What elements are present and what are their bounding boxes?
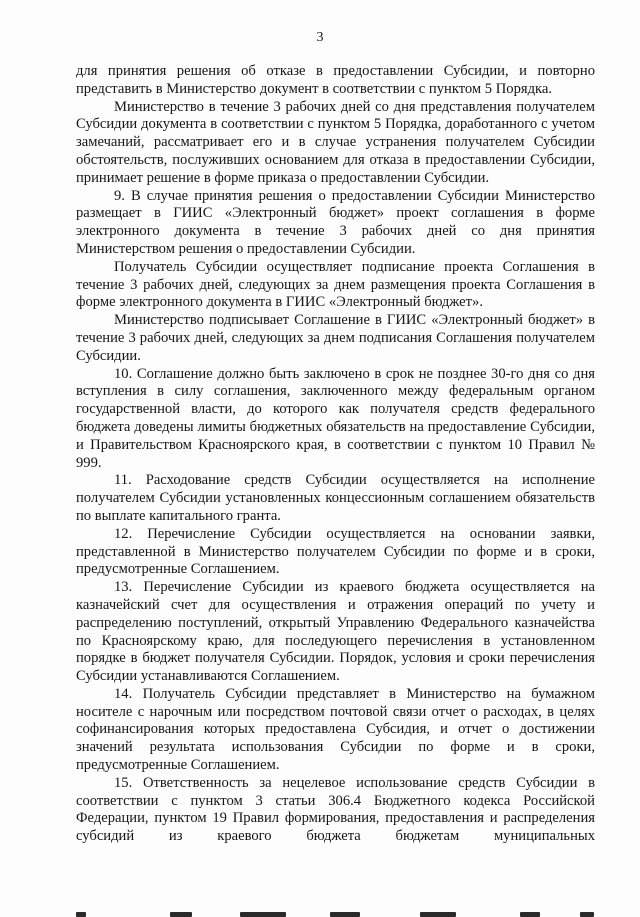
document-body <box>76 63 595 846</box>
paragraph-item-15: 15. Ответственность за нецелевое использование средств Субсидии в соответствии с пунктом 3 статьи 306.4 Бюджетного кодекса Российской Федерации, пунктом 19 Правил формирования, предоставления и распределения субсидий из краевого бюджета бюджетам муниципальных <box>76 774 595 845</box>
cut-off-glyph <box>240 912 286 917</box>
cut-off-glyph <box>170 912 192 917</box>
page-number: 3 <box>316 30 324 45</box>
cut-off-next-line <box>0 904 640 917</box>
cut-off-glyph <box>76 912 86 917</box>
paragraph-item-10: 10. Соглашение должно быть заключено в срок не позднее 30-го дня со дня вступления в силу соглашения, заключенного между федеральным органом государственной власти, до которого как получателя средств федерального бюджета доведены лимиты бюджетных обязательств на предоставление Субсидии, и Правительством Красноярского края, в соответствии с пунктом 10 Правил № 999. <box>76 365 595 471</box>
paragraph-continuation: для принятия решения об отказе в предоставлении Субсидии, и повторно представить в Министерство документ в соответствии с пунктом 5 Порядка. <box>76 63 595 97</box>
paragraph-item-13: 13. Перечисление Субсидии из краевого бюджета осуществляется на казначейский счет для осуществления и отражения операций по учету и распределению поступлений, открытый Управлению Федерального казначейства по Красноярскому краю, для последующего перечисления в установленном порядке в бюджет получателя Субсидии. Порядок, условия и сроки перечисления Субсидии устанавливаются Соглашением. <box>76 579 595 685</box>
cut-off-glyph <box>420 912 456 917</box>
paragraph-recipient-signing: Получатель Субсидии осуществляет подписание проекта Соглашения в течение 3 рабочих дней, следующих за днем размещения проекта Соглашения в форме электронного документа в ГИИС «Электронный бюджет». <box>76 258 595 311</box>
cut-off-glyph <box>330 912 360 917</box>
paragraph-item-14: 14. Получатель Субсидии представляет в Министерство на бумажном носителе с нарочным или посредством почтовой связи отчет о расходах, в целях софинансирования которых предоставлена Субсидия, и отчет о достижении значений результата использования Субсидии по форме и в сроки, предусмотренные Соглашением. <box>76 685 595 774</box>
cut-off-glyph <box>580 912 594 917</box>
paragraph-ministry-signing: Министерство подписывает Соглашение в ГИИС «Электронный бюджет» в течение 3 рабочих дней, следующих за днем подписания Соглашения получателем Субсидии. <box>76 312 595 364</box>
paragraph-item-9: 9. В случае принятия решения о предоставлении Субсидии Министерство размещает в ГИИС «Электронный бюджет» проект соглашения в форме электронного документа в течение 3 рабочих дней со дня принятия Министерством решения о предоставлении Субсидии. <box>76 187 595 257</box>
paragraph-item-11: 11. Расходование средств Субсидии осуществляется на исполнение получателем Субсидии установленных концессионным соглашением обязательств по выплате капитального гранта. <box>76 472 595 524</box>
cut-off-glyph <box>520 912 540 917</box>
paragraph-item-12: 12. Перечисление Субсидии осуществляется на основании заявки, представленной в Министерство получателем Субсидии по форме и в сроки, предусмотренные Соглашением. <box>76 525 595 578</box>
paragraph-ministry-review: Министерство в течение 3 рабочих дней со дня представления получателем Субсидии документа в соответствии с пунктом 5 Порядка, доработанного с учетом замечаний, рассматривает его и в случае устранения получателем Субсидии обстоятельств, послуживших основанием для отказа в предоставлении Субсидии, принимает решение в форме приказа о предоставлении Субсидии. <box>76 98 595 186</box>
